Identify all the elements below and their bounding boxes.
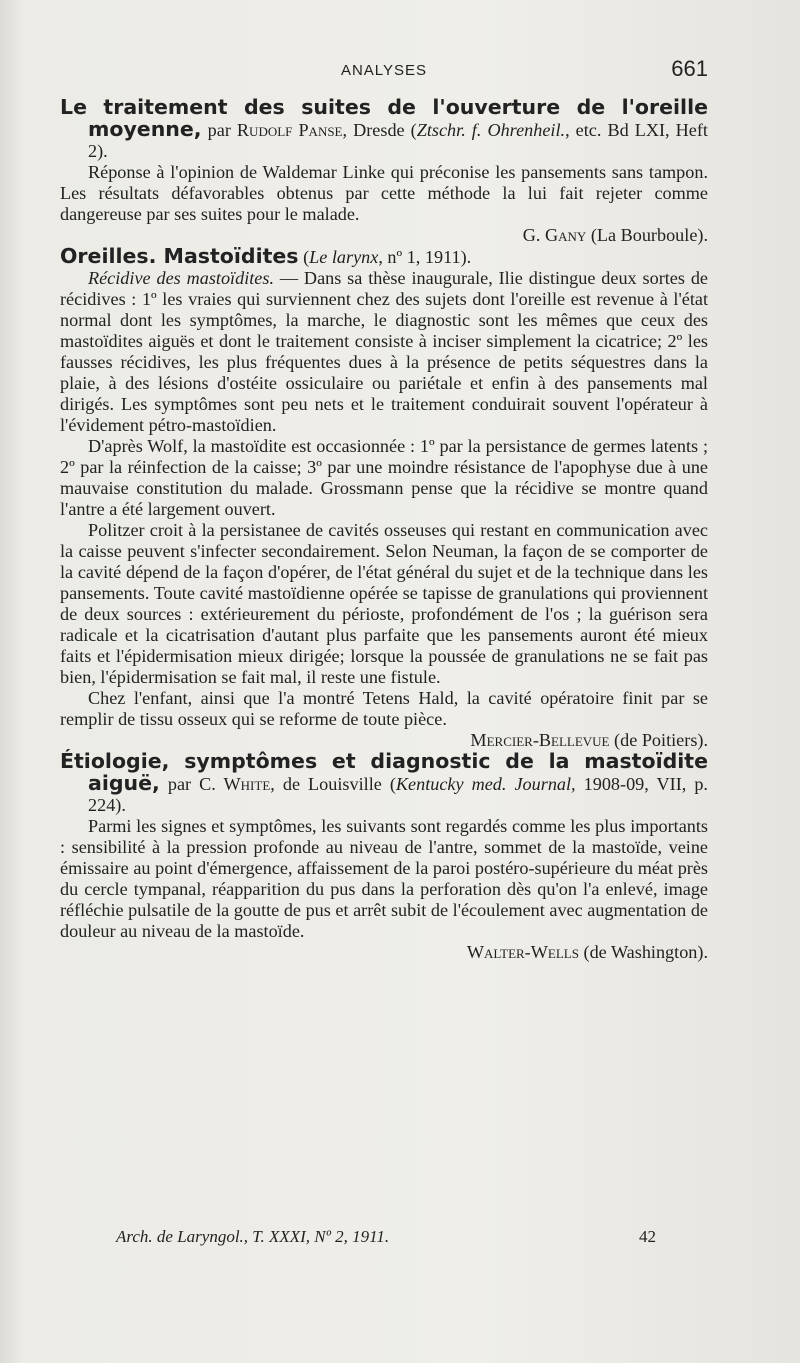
byline-text: par bbox=[159, 774, 200, 794]
paragraph bbox=[60, 268, 708, 436]
section-source-journal: Le larynx bbox=[309, 247, 379, 267]
paragraph: Chez l'enfant, ainsi que l'a montré Tetens Hald, la cavité opératoire finit par se remplir de tissu osseux qui se reforme de toute pièce. bbox=[60, 688, 708, 729]
byline-text: , de Louisville ( bbox=[270, 774, 396, 794]
paragraph-lead: Récidive des mastoïdites. bbox=[88, 268, 274, 288]
section-heading bbox=[60, 246, 708, 268]
section-title: Oreilles. Mastoïdites bbox=[60, 244, 299, 268]
reviewer-place: (de Washington). bbox=[578, 942, 708, 962]
section-source-text: ( bbox=[298, 247, 310, 267]
journal-name: Kentucky med. Journal, bbox=[395, 774, 576, 794]
reviewer-place: (La Bourboule). bbox=[586, 225, 708, 245]
reviewer-name: Walter-Wells bbox=[466, 942, 579, 962]
paragraph-text: — Dans sa thèse inaugurale, Ilie distingue deux sortes de récidives : 1º les vraies qui surviennent chez des sujets dont l'oreille est revenue à l'état normal dont les symptômes, la marche, le diagnostic sont les mêmes que ceux des mastoïdites aiguës et dont le traitement consiste à inciser simplement la cicatrice; 2º les fausses récidives, les plus fréquentes dues à la présence de petits séquestres dans la plaie, à des lésions d'ostéite ossiculaire ou pariétale et enfin à des pansements mal dirigés. Les symptômes sont peu nets et le traitement conduirait souvent l'opérateur à l'évidement pétro-mastoïdien. bbox=[60, 268, 708, 435]
page-number: 661 bbox=[671, 56, 708, 81]
reviewer-signature bbox=[60, 225, 708, 246]
signature-number: 42 bbox=[639, 1227, 656, 1246]
paragraph: Réponse à l'opinion de Waldemar Linke qui préconise les pansements sans tampon. Les résultats défavorables obtenus par cette méthode la lui fait rejeter comme dangereuse par ses suites pour le malade. bbox=[60, 162, 708, 224]
byline-text: 1908-09, VII, p. 224). bbox=[88, 774, 708, 815]
article-heading bbox=[60, 97, 708, 162]
paragraph: D'après Wolf, la mastoïdite est occasionnée : 1º par la persistance de germes latents ; 2º par la réinfection de la caisse; 3º par une moindre résistance de l'apophyse due à une mauvaise constitution du malade. Grossmann pense que la récidive se montre quand l'antre a été largement ouvert. bbox=[60, 436, 708, 519]
paragraph: Parmi les signes et symptômes, les suivants sont regardés comme les plus importants : sensibilité à la pression profonde au niveau de l'antre, sommet de la mastoïde, veine émissaire au point d'émergence, affaissement de la paroi postéro-supérieure du méat près du cercle tympanal, réapparition du pus dans la perforation dès qu'on l'a enlevé, image réfléchie pulsatile de la goutte de pus et arrêt subit de l'écoulement avec augmentation de douleur au niveau de la mastoïde. bbox=[60, 816, 708, 941]
footer-source: Arch. de Laryngol., T. XXXI, Nº 2, 1911. bbox=[116, 1227, 390, 1246]
byline-text: , Dresde ( bbox=[342, 120, 417, 140]
byline-text: , etc. Bd LXI, Heft 2). bbox=[88, 120, 708, 161]
byline-text: par bbox=[201, 120, 237, 140]
article-title: Le traitement des suites de l'ouverture de l'oreille moyenne, bbox=[60, 95, 708, 141]
reviewer-name: G. Gany bbox=[522, 225, 587, 245]
article-title: Étiologie, symptômes et diagnostic de la mastoïdite aiguë, bbox=[60, 749, 708, 795]
paragraph: Politzer croit à la persistanee de cavités osseuses qui restant en communication avec la caisse peuvent s'infecter secondairement. Selon Neuman, la façon de se comporter de la cavité dépend de la façon d'opérer, de l'état général du sujet et de la technique dans les pansements. Toute cavité mastoïdienne opérée se tapisse de granulations qui proviennent de deux sources : extérieurement du périoste, profondément de l'os ; la guérison sera radicale et la cicatrisation d'autant plus parfaite que les pansements auront été mieux faits et l'épidermisation mieux dirigée; lorsque la poussée de granulations ne se fait pas bien, l'épidermisation se fait mal, il reste une fistule. bbox=[60, 520, 708, 687]
author-name: C. White bbox=[199, 774, 271, 794]
reviewer-place: (de Poitiers). bbox=[609, 730, 708, 750]
article-heading bbox=[60, 751, 708, 816]
journal-name: Ztschr. f. Ohrenheil. bbox=[416, 120, 566, 140]
running-head: ANALYSES bbox=[340, 62, 428, 79]
author-name: Rudolf Panse bbox=[236, 120, 343, 140]
reviewer-signature bbox=[60, 942, 708, 963]
page-header bbox=[60, 56, 708, 86]
section-source-text: , nº 1, 1911). bbox=[378, 247, 472, 267]
reviewer-signature bbox=[60, 730, 708, 751]
page-content bbox=[60, 97, 708, 963]
reviewer-name: Mercier-Bellevue bbox=[470, 730, 610, 750]
